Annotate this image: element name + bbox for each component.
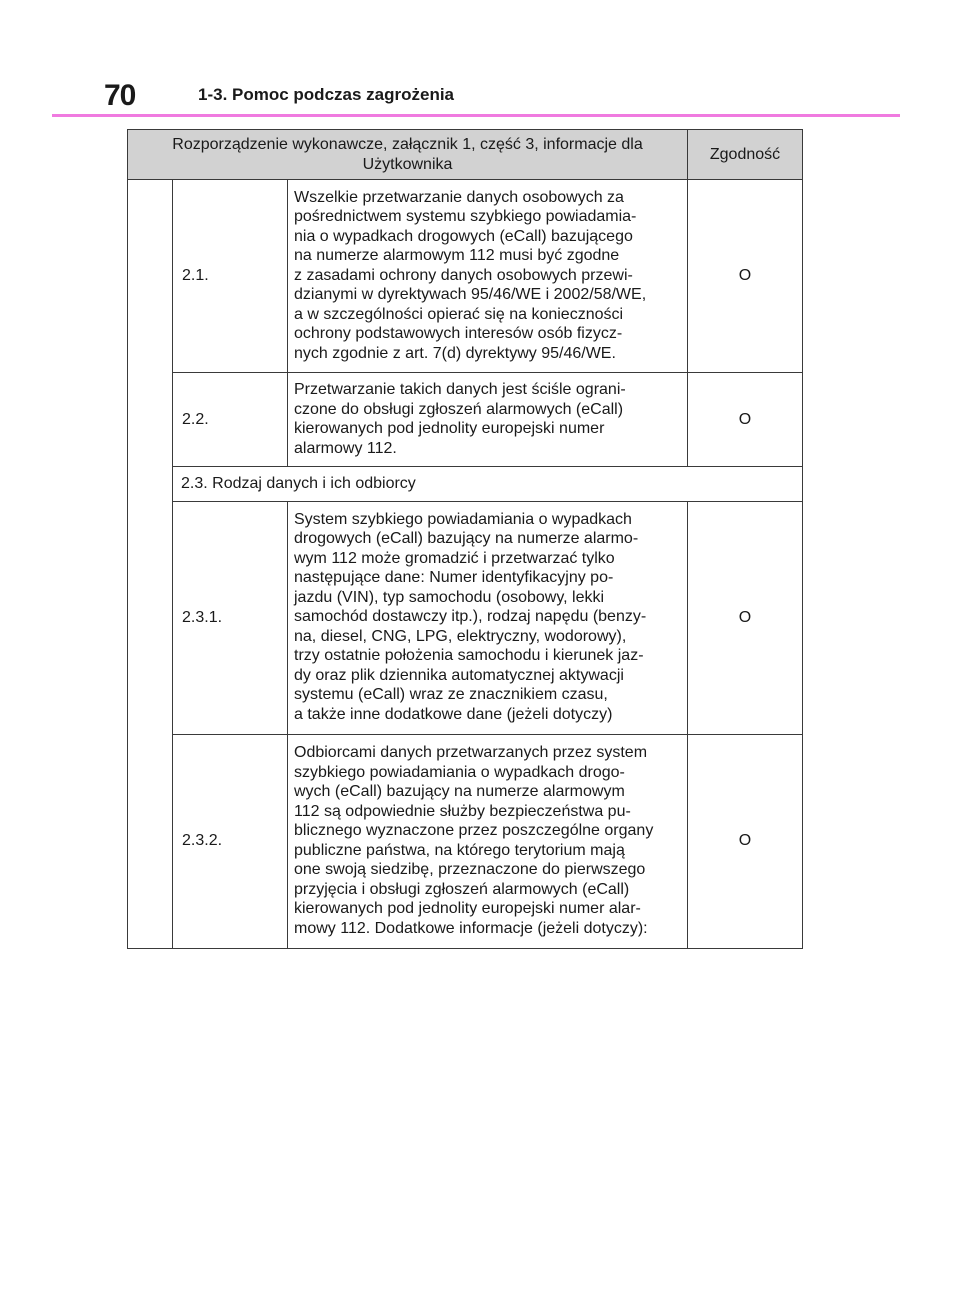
table-row [128,734,803,948]
row-id: 2.2. [173,373,288,467]
page-number: 70 [104,79,136,112]
table-row [128,180,803,373]
row-description: System szybkiego powiadamiania o wypadkach drogowych (eCall) bazujący na numerze alarmo- wym 112 może gromadzić i przetwarzać tylko następujące dane: Numer identyfikacyjny po- jazdu (VIN), typ samochodu (osobowy, lekki samochód dostawczy itp.), rodzaj napędu (benzy- na, diesel, CNG, LPG, elektryczny, wodorowy), trzy ostatnie położenia samochodu i kierunek jaz- dy oraz plik dziennika automatycznej aktywacji systemu (eCall) wraz ze znacznikiem czasu, a także inne dodatkowe dane (jeżeli dotyczy) [288,501,688,734]
subheading-row [128,467,803,502]
row-id: 2.1. [173,180,288,373]
table-row [128,373,803,467]
row-compliance: O [688,501,803,734]
row-description: Odbiorcami danych przetwarzanych przez system szybkiego powiadamiania o wypadkach drogo- wych (eCall) bazujący na numerze alarmowym 112 są odpowiednie służby bezpieczeństwa pu- blicznego wyznaczone przez poszczególne organy publiczne państwa, na którego terytorium mają one swoją siedzibę, przeznaczone do pierwszego przyjęcia i obsługi zgłoszeń alarmowych (eCall) kierowanych pod jednolity europejski numer alar- mowy 112. Dodatkowe informacje (jeżeli dotyczy): [288,734,688,948]
header-regulation: Rozporządzenie wykonawcze, załącznik 1, część 3, informacje dla Użytkownika [128,130,688,180]
row-compliance: O [688,373,803,467]
blank-column [128,180,173,949]
row-description: Przetwarzanie takich danych jest ściśle ograni- czone do obsługi zgłoszeń alarmowych (eCall) kierowanych pod jednolity europejski numer alarmowy 112. [288,373,688,467]
regulation-table [127,129,803,949]
row-id: 2.3.2. [173,734,288,948]
row-compliance: O [688,180,803,373]
table-header-row [128,130,803,180]
section-title: 1-3. Pomoc podczas zagrożenia [198,85,455,104]
table-row [128,501,803,734]
row-compliance: O [688,734,803,948]
header-divider [52,114,900,117]
header-compliance: Zgodność [688,130,803,180]
row-id: 2.3.1. [173,501,288,734]
row-description: Wszelkie przetwarzanie danych osobowych za pośrednictwem systemu szybkiego powiadamia- nia o wypadkach drogowych (eCall) bazującego na numerze alarmowym 112 musi być zgodne z zasadami ochrony danych osobowych przewi- dzianymi w dyrektywach 95/46/WE i 2002/58/WE, a w szczególności opierać się na konieczności ochrony podstawowych interesów osób fizycz- nych zgodnie z art. 7(d) dyrektywy 95/46/WE. [288,180,688,373]
subheading: 2.3. Rodzaj danych i ich odbiorcy [173,467,803,502]
